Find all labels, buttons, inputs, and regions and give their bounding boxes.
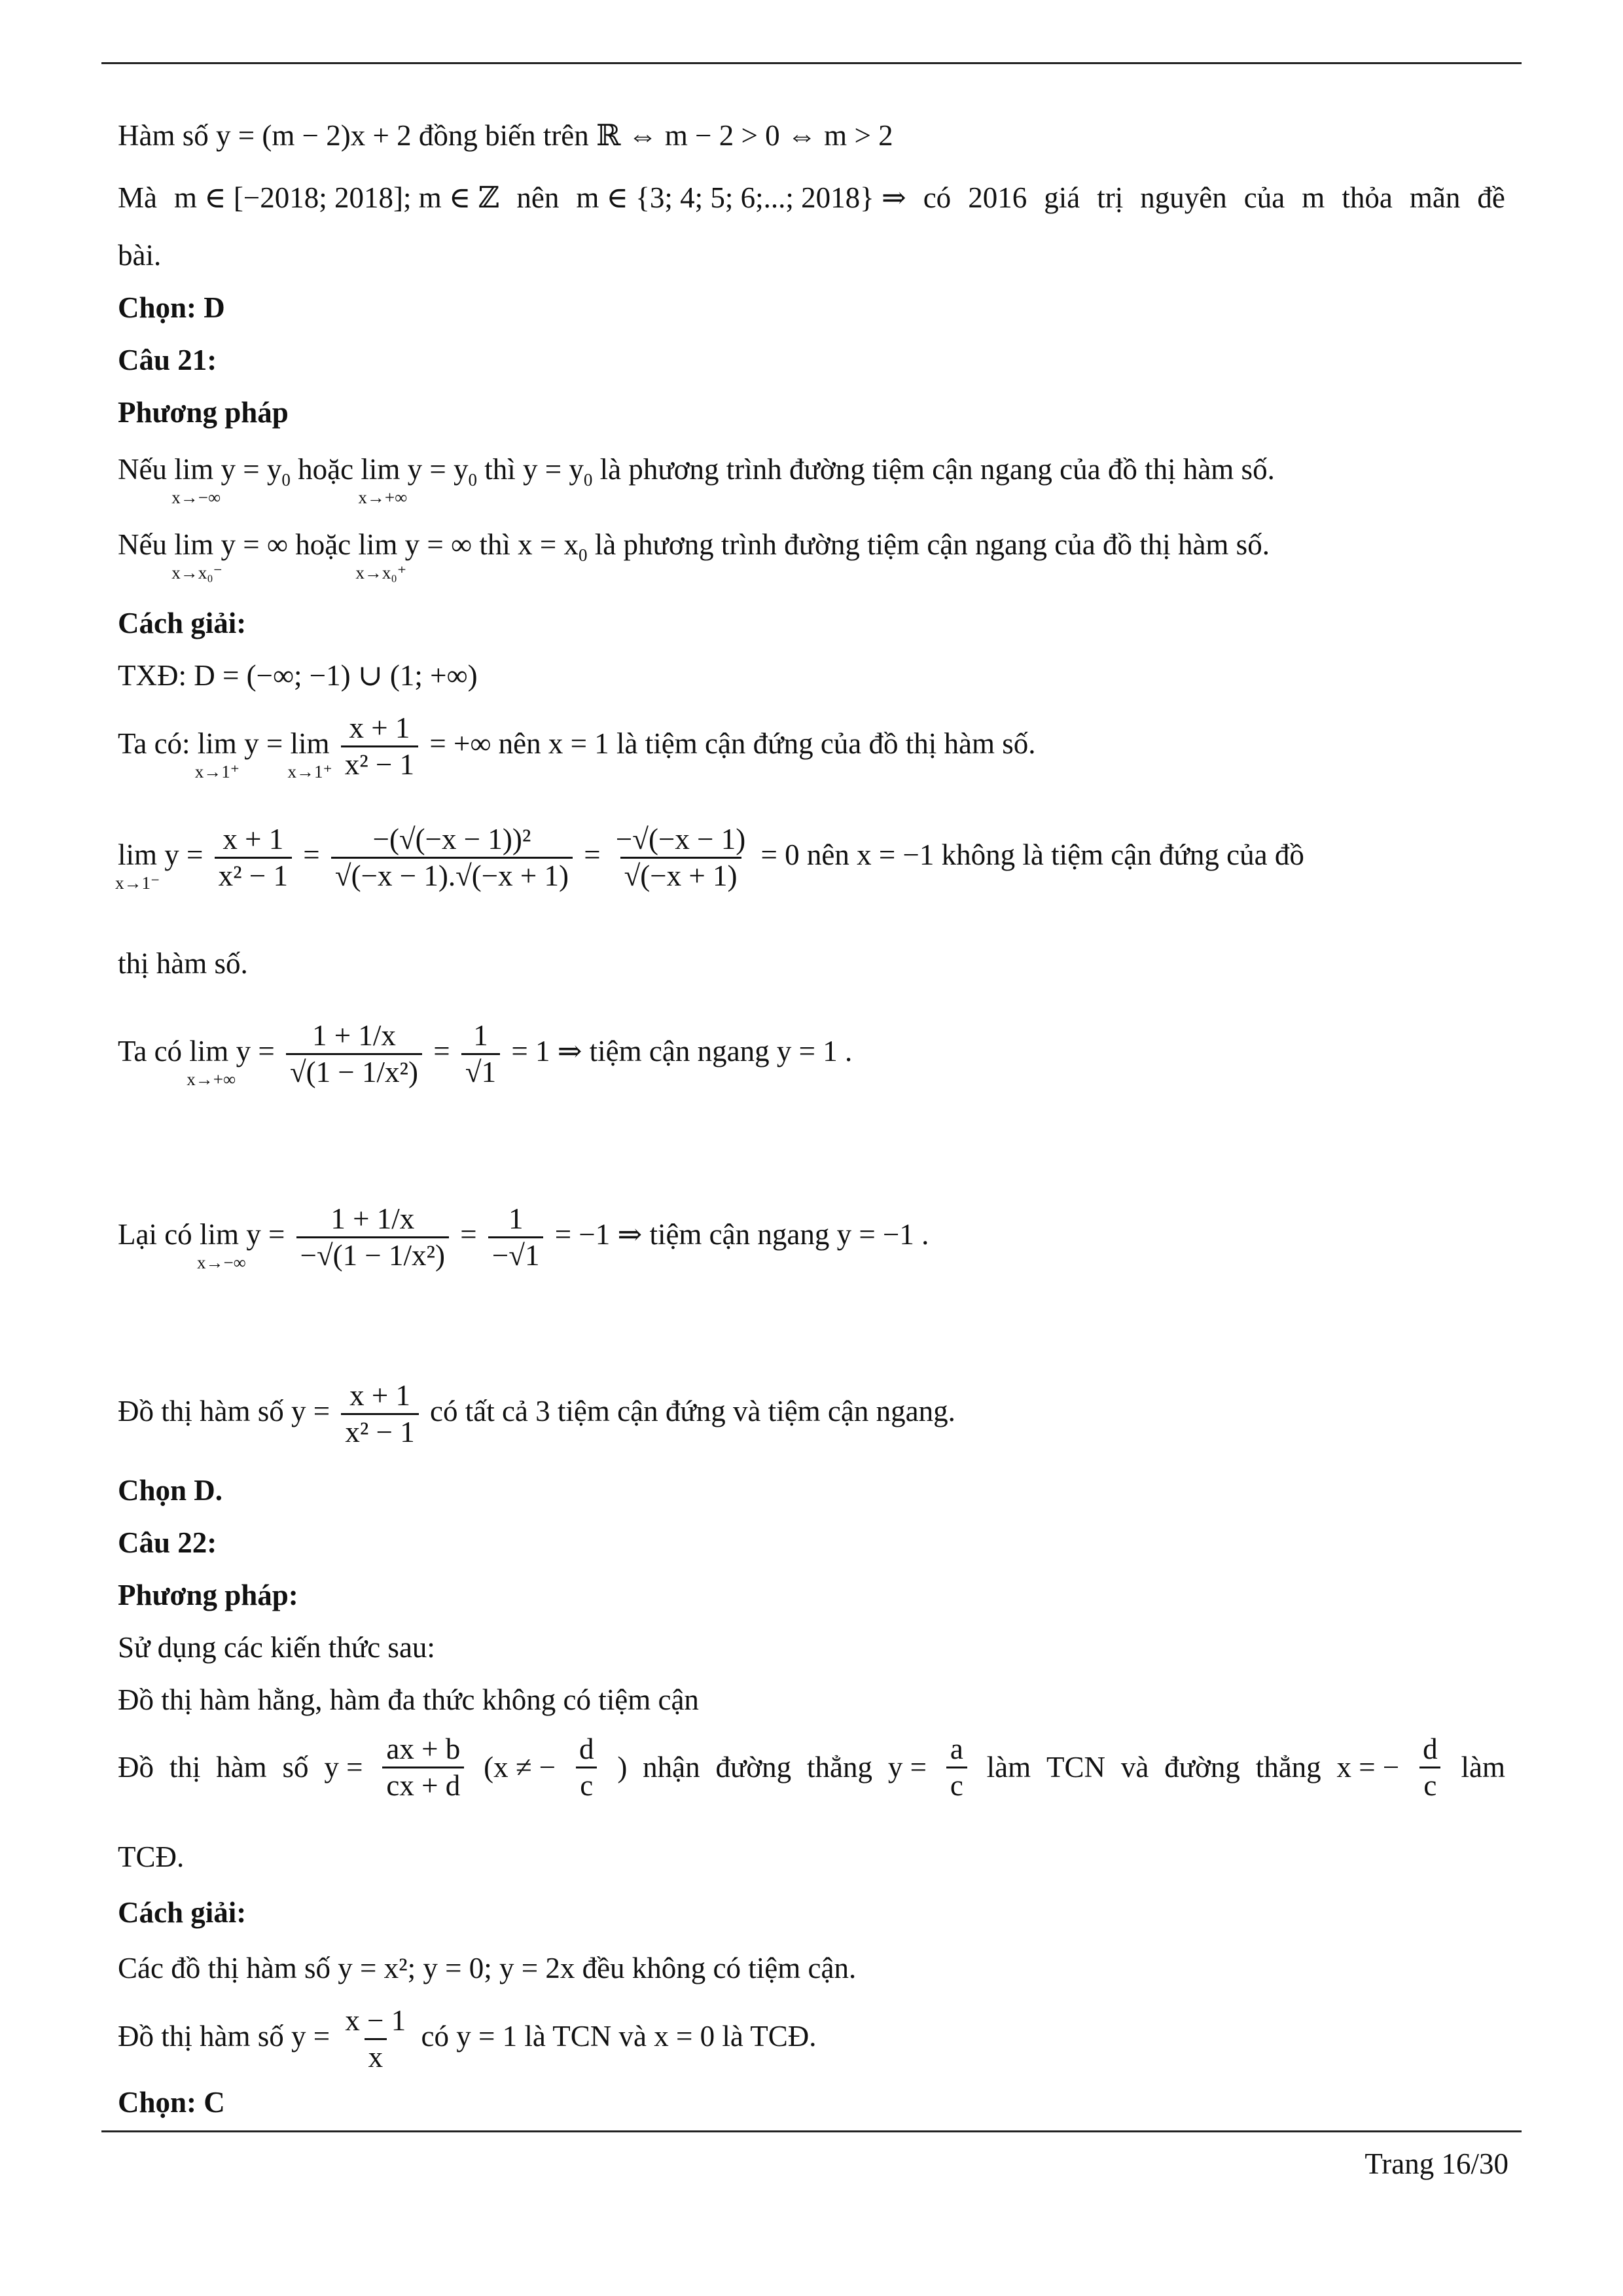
method-heading: Phương pháp (118, 396, 289, 429)
limit: lim x→1⁺ (194, 726, 240, 781)
subscript: 0 (579, 545, 588, 565)
word: Mà (118, 181, 157, 214)
solution-heading: Cách giải: (118, 1896, 247, 1929)
fraction: $\frac{-√(-x - 1)}{√(-x + 1)}$ (615, 823, 746, 892)
word: y = (887, 1751, 927, 1784)
fraction: $\frac{x - 1}{x}$ (345, 2004, 406, 2073)
text: y = y (407, 453, 469, 486)
subscript: 0 (583, 470, 593, 490)
word: Đồ (118, 1751, 154, 1784)
text: Lại có (118, 1217, 192, 1251)
word: ) (617, 1751, 628, 1784)
text-line-25: Các đồ thị hàm số y = x²; y = 0; y = 2x đều không có tiệm cận. (118, 1952, 857, 1984)
subscript: 0 (468, 470, 477, 490)
text: là phương trình đường tiệm cận ngang của đồ thị hàm số. (599, 453, 1275, 486)
word: nguyên (1140, 181, 1227, 214)
text: y = y (221, 453, 282, 486)
page-number: Trang 16/30 (1364, 2147, 1508, 2180)
word: hàm (216, 1751, 267, 1784)
text: = 1 ⇒ tiệm cận ngang y = 1 . (511, 1034, 853, 1067)
word: đường (715, 1751, 792, 1784)
domain-line: TXĐ: D = (−∞; −1) ∪ (1; +∞) (118, 659, 478, 692)
solution-line-4: Lại có lim x→−∞ y = $\frac{1 + 1/x}{\text{−√(1 − 1/x²)}}$ = $\frac{1}{-√1}$ = −1 ⇒ tiệm cận ngang y = −1 . (118, 1202, 929, 1272)
subscript: 0 (281, 470, 291, 490)
solution-line-5 (118, 1381, 955, 1447)
text-line-21: Đồ thị hàm hằng, hàm đa thức không có tiệm cận (118, 1683, 699, 1716)
word: mãn (1409, 181, 1461, 214)
text: Nếu (118, 453, 167, 486)
solution-line-2: lim x→1⁻ y = $\frac{x + 1}{\text{x² − 1}}$ = $\frac{\text{−(√(−x − 1))²}}{√(-x - 1).√(-x + 1)}$ = $\frac{-√(-x - 1)}{√(-x + 1)}$ = 0 nên x = −1 không là tiệm cận đứng của đồ (115, 823, 1304, 893)
word: số (282, 1751, 309, 1784)
word: (x ≠ − (484, 1751, 556, 1784)
word: TCN (1046, 1751, 1105, 1784)
text: thì y = y (484, 453, 584, 486)
text: = +∞ nên x = 1 là tiệm cận đứng của đồ thị hàm số. (429, 726, 1036, 760)
fraction: $\frac{d}{c}$ (1419, 1734, 1442, 1801)
text: Nếu (118, 528, 167, 561)
fraction: $\frac{1}{√1}$ (461, 1021, 500, 1087)
footer-rule (101, 2130, 1522, 2132)
text-line-13: thị hàm số. (118, 947, 248, 980)
text: Đồ thị hàm số y = (118, 1394, 330, 1427)
limit: lim x→1⁺ (287, 726, 332, 781)
solution-line-1 (118, 713, 1036, 780)
method-line-1 (118, 453, 1275, 507)
word: đề (1477, 181, 1505, 214)
text: Ta có: (118, 726, 190, 760)
word: có (923, 181, 952, 214)
word: thẳng (807, 1751, 873, 1784)
word: làm (986, 1751, 1031, 1784)
limit: lim x→+∞ (187, 1034, 236, 1089)
fraction: $\frac{x + 1}{\text{x² − 1}}$ (341, 1381, 418, 1447)
fraction: $\frac{1 + 1/x}{\text{√(1 − 1/x²)}}$ (286, 1021, 422, 1087)
text-line-20: Sử dụng các kiến thức sau: (118, 1631, 435, 1664)
method-line-2 (118, 528, 1270, 583)
method-heading: Phương pháp: (118, 1579, 298, 1611)
solution-line-3: Ta có lim x→+∞ y = $\frac{1 + 1/x}{\text{√(1 − 1/x²)}}$ = $\frac{1}{√1}$ = 1 ⇒ tiệm cận ngang y = 1 . (118, 1019, 853, 1089)
text-line-1: Hàm số y = (m − 2)x + 2 đồng biến trên ℝ ⇔ m − 2 > 0 ⇔ m > 2 (118, 119, 893, 152)
fraction: $\frac{ax + b}{cx + d}$ (382, 1734, 464, 1801)
text: = −1 ⇒ tiệm cận ngang y = −1 . (554, 1217, 929, 1251)
word: nhận (643, 1751, 700, 1784)
limit: lim x→x₀⁺ (355, 528, 407, 583)
text-line-2 (118, 183, 1505, 213)
word: thị (169, 1751, 201, 1784)
text: y = (244, 726, 283, 760)
word: trị (1097, 181, 1124, 214)
text: y = (164, 838, 204, 871)
word: x = − (1336, 1751, 1400, 1784)
answer-heading: Chọn: D (118, 291, 225, 324)
solution-heading: Cách giải: (118, 607, 247, 639)
word: và (1120, 1751, 1149, 1784)
question-heading: Câu 21: (118, 344, 217, 376)
limit: lim x→x₀⁻ (171, 528, 223, 583)
answer-heading: Chọn D. (118, 1474, 223, 1507)
fraction: $\frac{1}{-√1}$ (488, 1204, 544, 1270)
text: y = (236, 1034, 275, 1067)
word: nên (516, 181, 560, 214)
fraction: $\frac{x + 1}{\text{x² − 1}}$ (341, 713, 418, 780)
text: y = ∞ hoặc (221, 528, 351, 561)
text: y = ∞ thì x = x (404, 528, 579, 561)
header-rule (101, 62, 1522, 64)
word: thỏa (1342, 181, 1393, 214)
limit: lim x→−∞ (196, 1217, 246, 1272)
text: Ta có (118, 1034, 183, 1067)
fraction: $\frac{a}{c}$ (946, 1734, 967, 1801)
word: y = (324, 1751, 363, 1784)
question-heading: Câu 22: (118, 1526, 217, 1559)
fraction: $\frac{x + 1}{\text{x² − 1}}$ (215, 825, 292, 891)
word: của (1243, 181, 1285, 214)
word: giá (1044, 181, 1080, 214)
word: 2016 (968, 181, 1027, 214)
text: = 0 nên x = −1 không là tiệm cận đứng của đồ (760, 838, 1304, 871)
word: làm (1461, 1751, 1505, 1784)
text: là phương trình đường tiệm cận ngang của đồ thị hàm số. (594, 528, 1270, 561)
fraction: $\frac{\text{−(√(−x − 1))²}}{√(-x - 1).√(-x + 1)}$ (331, 825, 573, 891)
word: m (1302, 181, 1325, 214)
text-line-3: bài. (118, 239, 162, 272)
text: y = (246, 1217, 285, 1251)
solution-line-26 (118, 2006, 817, 2072)
math-expression: m ∈ [−2018; 2018]; m ∈ ℤ (174, 181, 500, 214)
text: hoặc (298, 453, 354, 486)
fraction: $\frac{1 + 1/x}{\text{−√(1 − 1/x²)}}$ (296, 1204, 449, 1270)
limit: lim x→+∞ (358, 453, 408, 507)
text: có tất cả 3 tiệm cận đứng và tiệm cận ngang. (430, 1394, 955, 1427)
limit: lim x→−∞ (171, 453, 221, 507)
method-line-22 (118, 1734, 1505, 1801)
word: đường (1164, 1751, 1240, 1784)
math-expression: m ∈ {3; 4; 5; 6;...; 2018} ⇒ (576, 181, 906, 214)
text: Đồ thị hàm số y = (118, 2019, 330, 2053)
fraction: $\frac{d}{c}$ (575, 1734, 598, 1801)
word: thẳng (1255, 1751, 1321, 1784)
limit: lim x→1⁻ (115, 838, 160, 893)
text-line-23: TCĐ. (118, 1840, 185, 1873)
text: có y = 1 là TCN và x = 0 là TCĐ. (421, 2019, 817, 2053)
answer-heading: Chọn: C (118, 2086, 225, 2119)
